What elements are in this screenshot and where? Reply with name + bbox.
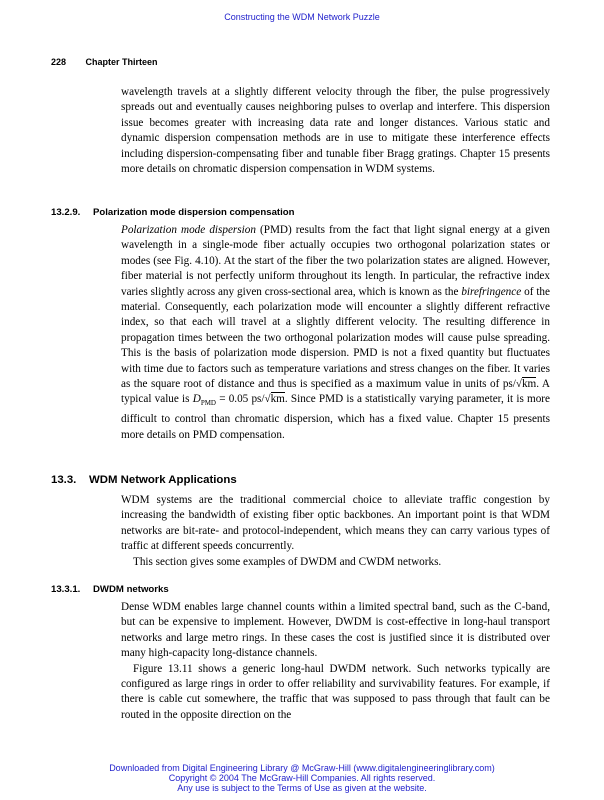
birefringence-term: birefringence [461, 285, 522, 298]
sqrt-km-unit-2: √km [264, 393, 285, 406]
section-title: WDM Network Applications [89, 474, 237, 486]
pmd-text-1: (PMD) results from the fact that light signal energy at a given wavelength in a single-mode fiber actually occupies two orthogonal polarization states or modes (see Fig. 4.10). At the start of the fiber the two polarization states are aligned. However, fiber material is not perfectly uniform throughout its length. In particular, the refractive index varies slightly across any given cross-sectional area, which is known as the [121, 224, 550, 298]
applications-paragraph-1: WDM systems are the traditional commercial choice to alleviate traffic congestion by increasing the bandwidth of existing fiber optic backbones. An important point is that WDM networks are bit-rate- and protocol-independent, which means they can carry various types of traffic at different speeds concurrently. [121, 494, 550, 553]
section-heading-13-2-9 [51, 207, 295, 218]
footer-copyright: Copyright © 2004 The McGraw-Hill Companies. All rights reserved. [168, 773, 436, 783]
pmd-text-2: of the material. Consequently, each polarization mode will encounter a slightly different refractive index, so that each will travel at a slightly different velocity. The resulting difference in propagation times between the two orthogonal polarization modes will cause pulse spreading. This is the basis of polarization mode dispersion. PMD is not a fixed quantity but fluctuates with time due to factors such as temperature variations and stress changes on the fiber. It varies as the square root of distance and thus is specified as a maximum value in units of ps/ [121, 285, 550, 391]
footer [0, 763, 604, 793]
section-number: 13.3.1. [51, 584, 81, 595]
d-subscript: PMD [200, 399, 216, 408]
pmd-value: = 0.05 ps/ [216, 393, 265, 406]
sqrt-km-label: km [521, 378, 537, 391]
dwdm-block [121, 600, 550, 723]
dwdm-paragraph-1: Dense WDM enables large channel counts within a limited spectral band, such as the C-band, but can be expensive to implement. However, DWDM is cost-effective in long-haul transport networks and large metro rings. In these cases the cost is justified since it is distributed over many high-capacity long-distance channels. [121, 601, 550, 660]
section-number: 13.2.9. [51, 207, 81, 218]
d-symbol: D [192, 393, 201, 406]
document-banner: Constructing the WDM Network Puzzle [224, 12, 380, 22]
section-heading-13-3 [51, 474, 237, 486]
pmd-text-3: . A typical value is [121, 378, 550, 406]
pmd-term: Polarization mode dispersion [121, 224, 256, 236]
dispersion-paragraph: wavelength travels at a slightly different velocity through the fiber, the pulse progressively spreads out and eventually causes neighboring pulses to overlap and interfere. This dispersion issue becomes greater with increasing data rate and longer distances. Various static and dynamic dispersion compensation methods are in use to mitigate these interference effects including dispersion-compensating fiber and tunable fiber Bragg gratings. Chapter 15 presents more details on chromatic dispersion compensation in WDM systems. [121, 86, 550, 176]
footer-download-link[interactable]: Downloaded from Digital Engineering Library @ McGraw-Hill (www.digitalengineeringlibrary.com) [109, 763, 495, 773]
section-title: Polarization mode dispersion compensation [93, 207, 295, 218]
section-heading-13-3-1 [51, 584, 169, 595]
page-number: 228 [51, 57, 67, 67]
sqrt-km-label-2: km [270, 393, 285, 406]
chapter-label: Chapter Thirteen [85, 57, 158, 67]
footer-terms: Any use is subject to the Terms of Use as given at the website. [177, 783, 427, 793]
applications-paragraph-2: This section gives some examples of DWDM and CWDM networks. [133, 555, 442, 568]
section-title: DWDM networks [93, 584, 169, 595]
applications-block [121, 493, 550, 570]
section-number: 13.3. [51, 474, 77, 486]
running-head [51, 57, 158, 67]
pmd-paragraph [121, 223, 550, 443]
pmd-paragraph-block [121, 223, 550, 443]
pmd-text-4: . Since PMD is a statistically varying parameter, it is more difficult to control than chromatic dispersion, which has a fixed value. Chapter 15 presents more details on PMD compensation. [121, 393, 550, 441]
dwdm-paragraph-2: Figure 13.11 shows a generic long-haul DWDM network. Such networks typically are configured as large rings in order to offer reliability and survivability features. For example, if there is cable cut somewhere, the traffic that was supposed to pass through that fault can be routed in the opposite direction on the [121, 662, 550, 721]
dispersion-paragraph-block [121, 85, 550, 177]
sqrt-km-unit: √km [515, 378, 537, 391]
